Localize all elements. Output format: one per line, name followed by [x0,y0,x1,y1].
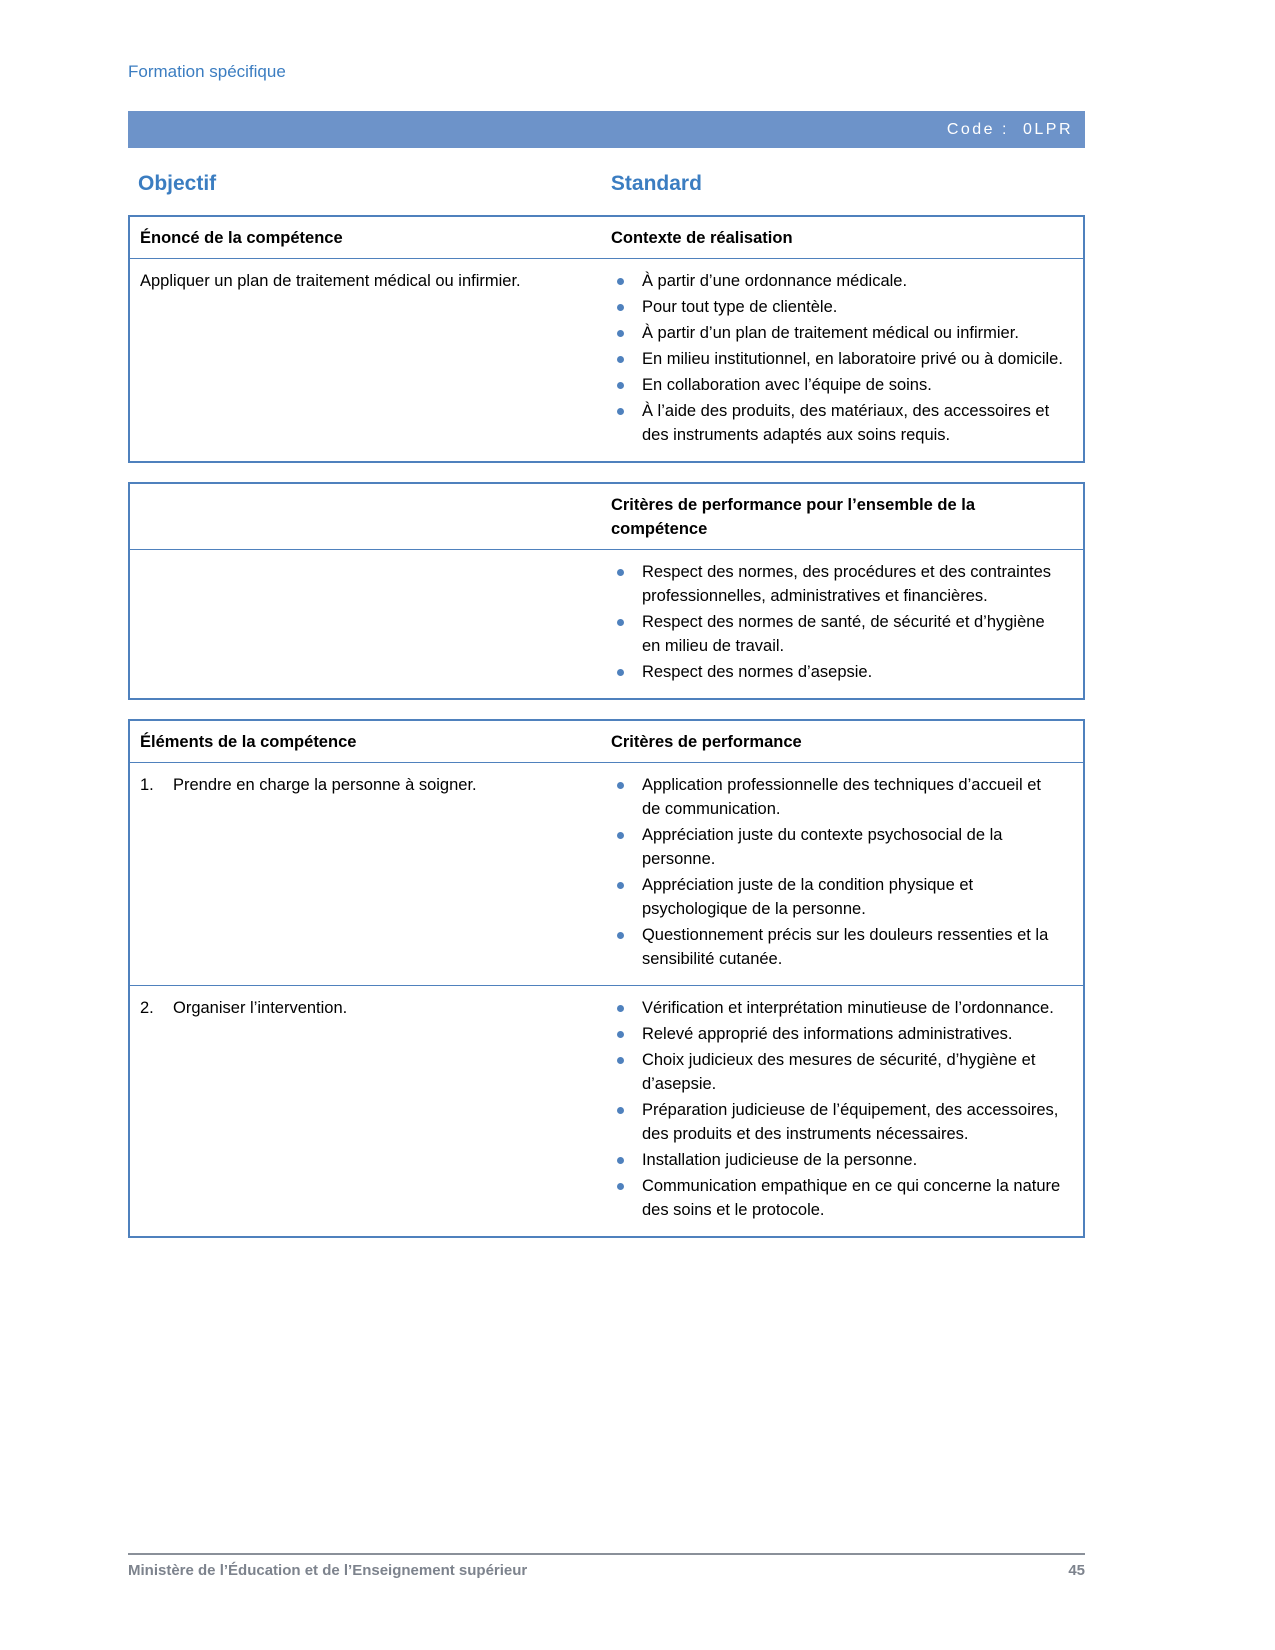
elements-table [128,719,1085,1238]
bullet-item: Appréciation juste de la condition physique et psychologique de la personne. [611,873,1063,921]
bullet-item: À l’aide des produits, des matériaux, des accessoires et des instruments adaptés aux soins requis. [611,399,1063,447]
column-headings [128,172,1085,196]
competence-table [128,215,1085,463]
element-1-criteria-cell [597,763,1083,985]
competence-table-header [130,217,1083,259]
bullet-item: En collaboration avec l’équipe de soins. [611,373,1063,397]
bullet-item: Vérification et interprétation minutieuse de l’ordonnance. [611,996,1063,1020]
element-2-criteria-cell [597,986,1083,1236]
element-1-bullet-list [611,773,1063,971]
element-2-bullet-list [611,996,1063,1222]
global-criteria-bullet-list [611,560,1063,684]
element-1-number: 1. [140,776,154,794]
footer-ministry-label: Ministère de l’Éducation et de l’Enseignement supérieur [128,1562,528,1579]
elements-header-right: Critères de performance [610,733,802,751]
element-1-text: Prendre en charge la personne à soigner. [173,776,477,794]
elements-table-header [130,721,1083,763]
bullet-item: À partir d’un plan de traitement médical ou infirmier. [611,321,1063,345]
code-value: 0LPR [1022,120,1073,138]
bullet-item: Questionnement précis sur les douleurs ressenties et la sensibilité cutanée. [611,923,1063,971]
element-row-2 [130,985,1083,1236]
global-criteria-header-right: Critères de performance pour l’ensemble de la compétence [610,496,976,538]
bullet-item: En milieu institutionnel, en laboratoire privé ou à domicile. [611,347,1063,371]
element-row-1 [130,763,1083,985]
page-footer [128,1553,1085,1579]
global-criteria-header-row [130,484,1083,550]
bullet-item: Relevé approprié des informations administratives. [611,1022,1063,1046]
bullet-item: À partir d’une ordonnance médicale. [611,269,1063,293]
elements-header-left: Éléments de la compétence [140,733,357,751]
global-criteria-table [128,482,1085,700]
heading-objectif: Objectif [138,172,217,195]
global-criteria-header-left-empty [130,484,597,549]
bullet-item: Installation judicieuse de la personne. [611,1148,1063,1172]
global-criteria-cell [597,550,1083,698]
section-label: Formation spécifique [128,62,286,81]
bullet-item: Appréciation juste du contexte psychosocial de la personne. [611,823,1063,871]
context-cell [597,259,1083,461]
page-content [128,0,1085,1238]
competence-header-left: Énoncé de la compétence [140,229,343,247]
code-label: Code : [946,120,1009,138]
bullet-item: Respect des normes, des procédures et des contraintes professionnelles, administratives et financières. [611,560,1063,608]
competence-table-row [130,259,1083,461]
bullet-item: Choix judicieux des mesures de sécurité, d’hygiène et d’asepsie. [611,1048,1063,1096]
bullet-item: Respect des normes d’asepsie. [611,660,1063,684]
competence-header-right: Contexte de réalisation [610,229,793,247]
code-bar [128,111,1085,148]
bullet-item: Pour tout type de clientèle. [611,295,1063,319]
element-1-cell [130,763,597,985]
element-2-number: 2. [140,999,154,1017]
element-2-cell [130,986,597,1236]
global-criteria-row [130,550,1083,698]
heading-standard: Standard [610,172,702,195]
bullet-item: Respect des normes de santé, de sécurité et d’hygiène en milieu de travail. [611,610,1063,658]
bullet-item: Application professionnelle des techniques d’accueil et de communication. [611,773,1063,821]
context-bullet-list [611,269,1063,447]
bullet-item: Communication empathique en ce qui concerne la nature des soins et le protocole. [611,1174,1063,1222]
competence-statement: Appliquer un plan de traitement médical ou infirmier. [140,272,521,290]
element-2-text: Organiser l’intervention. [173,999,348,1017]
global-criteria-left-empty [130,550,597,698]
bullet-item: Préparation judicieuse de l’équipement, des accessoires, des produits et des instruments nécessaires. [611,1098,1063,1146]
page-number: 45 [1068,1562,1085,1579]
